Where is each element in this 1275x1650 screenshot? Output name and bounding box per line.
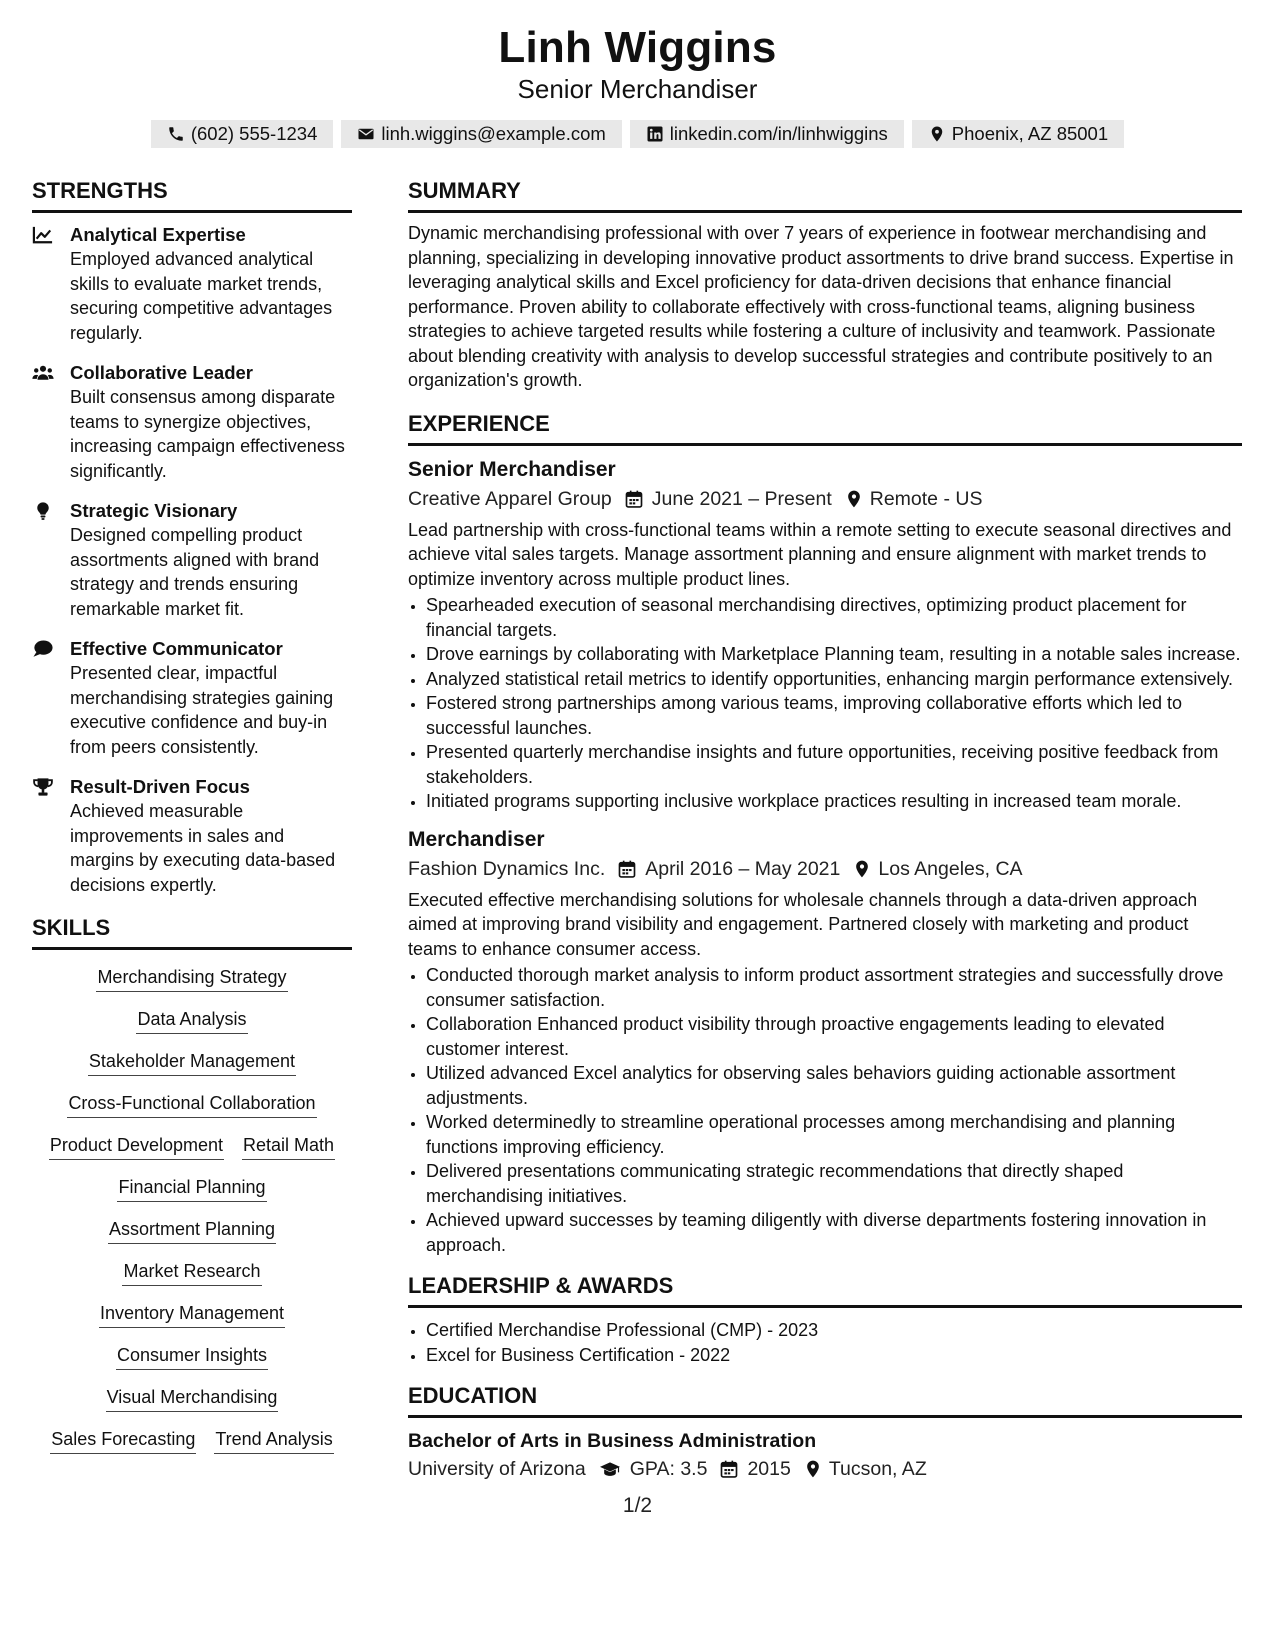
skill-tag: Retail Math (242, 1132, 335, 1160)
skill-row (32, 1258, 352, 1286)
strength-item (32, 775, 352, 897)
graduation-cap-icon (598, 1459, 622, 1479)
skill-tag: Trend Analysis (214, 1426, 333, 1454)
phone-contact[interactable] (151, 120, 334, 148)
job-bullet: • Fostered strong partnerships among various teams, improving collaborative efforts which led to successful launches. (426, 691, 1242, 740)
strengths-section (32, 176, 352, 897)
lightbulb-icon (32, 499, 70, 621)
map-pin-icon (844, 489, 864, 509)
summary-heading: SUMMARY (408, 176, 1242, 213)
skill-tag: Market Research (122, 1258, 261, 1286)
strength-item (32, 637, 352, 759)
education-heading: EDUCATION (408, 1381, 1242, 1418)
skill-row (32, 1006, 352, 1034)
strength-desc: Achieved measurable improvements in sales and margins by executing data-based decisions expertly. (70, 801, 336, 895)
skills-list (32, 960, 352, 1454)
education-meta (408, 1454, 1242, 1484)
comment-icon (32, 637, 70, 759)
calendar-icon (719, 1459, 739, 1479)
job-bullets (408, 963, 1242, 1257)
skill-row (32, 1132, 352, 1160)
strength-desc: Built consensus among disparate teams to synergize objectives, increasing campaign effectiveness significantly. (70, 387, 345, 481)
skill-row (32, 1384, 352, 1412)
phone-text: (602) 555-1234 (190, 123, 318, 144)
linkedin-icon (646, 125, 664, 143)
company-name: Creative Apparel Group (408, 487, 612, 510)
location-text: Phoenix, AZ 85001 (951, 123, 1109, 144)
job-description: Lead partnership with cross-functional teams within a remote setting to execute seasonal directives and achieve vital sales targets. Manage assortment planning and ensure alignment with market trends to optimize inventory across multiple product lines. (408, 519, 1232, 589)
right-column (408, 176, 1242, 1498)
strength-desc: Designed compelling product assortments aligned with brand strategy and trends ensuring remarkable market fit. (70, 525, 320, 619)
job-bullet: • Initiated programs supporting inclusive workplace practices resulting in increased team morale. (426, 789, 1242, 814)
job-location: Los Angeles, CA (878, 857, 1023, 880)
job-bullet: • Worked determinedly to streamline operational processes among merchandising and planning functions improving efficiency. (426, 1110, 1242, 1159)
summary-section (408, 176, 1242, 393)
job-description: Executed effective merchandising solutions for wholesale channels through a data-driven approach aimed at improving brand visibility and engagement. Partnered closely with marketing and product teams to enhance consumer access. (408, 889, 1198, 959)
job-title: Senior Merchandiser (408, 457, 616, 481)
strength-title: Analytical Expertise (70, 224, 246, 245)
candidate-title: Senior Merchandiser (517, 74, 758, 104)
page-number: 1/2 (622, 1494, 653, 1517)
contact-bar (0, 120, 1275, 148)
award-item: • Certified Merchandise Professional (CMP) - 2023 (426, 1318, 1242, 1343)
map-pin-icon (852, 859, 872, 879)
email-text: linh.wiggins@example.com (381, 123, 606, 144)
job-bullet: • Conducted thorough market analysis to inform product assortment strategies and successfully drove consumer satisfaction. (426, 963, 1242, 1012)
company-name: Fashion Dynamics Inc. (408, 857, 606, 880)
envelope-icon (357, 125, 375, 143)
skill-row (32, 1174, 352, 1202)
strengths-heading: STRENGTHS (32, 176, 352, 213)
job-entry (408, 826, 1242, 1258)
strength-desc: Employed advanced analytical skills to evaluate market trends, securing competitive advantages regularly. (70, 249, 333, 343)
job-meta (408, 484, 1242, 514)
skill-tag: Inventory Management (99, 1300, 285, 1328)
chart-line-icon (32, 223, 70, 345)
skill-tag: Product Development (49, 1132, 224, 1160)
job-bullet: • Spearheaded execution of seasonal merchandising directives, optimizing product placement for financial targets. (426, 593, 1242, 642)
skill-tag: Merchandising Strategy (96, 964, 287, 992)
strength-item (32, 223, 352, 345)
map-pin-icon (803, 1459, 823, 1479)
job-meta (408, 854, 1242, 884)
school-name: University of Arizona (408, 1458, 586, 1480)
job-bullet: • Analyzed statistical retail metrics to identify opportunities, enhancing margin performance extensively. (426, 667, 1242, 692)
location-contact (912, 120, 1124, 148)
linkedin-contact[interactable] (630, 120, 904, 148)
awards-heading: LEADERSHIP & AWARDS (408, 1271, 1242, 1308)
job-location: Remote - US (869, 487, 983, 510)
job-bullet: • Collaboration Enhanced product visibility through proactive engagements leading to elevated customer interest. (426, 1012, 1242, 1061)
job-dates: April 2016 – May 2021 (645, 857, 841, 880)
email-contact[interactable] (341, 120, 621, 148)
awards-section (408, 1271, 1242, 1367)
skill-row (32, 1426, 352, 1454)
skill-tag: Cross-Functional Collaboration (67, 1090, 316, 1118)
strength-title: Strategic Visionary (70, 500, 238, 521)
skill-row (32, 1342, 352, 1370)
skill-tag: Consumer Insights (116, 1342, 268, 1370)
skill-row (32, 1090, 352, 1118)
strength-title: Result-Driven Focus (70, 776, 250, 797)
strength-desc: Presented clear, impactful merchandising strategies gaining executive confidence and buy-in from peers consistently. (70, 663, 334, 757)
job-dates: June 2021 – Present (651, 487, 832, 510)
job-bullets (408, 593, 1242, 814)
skill-row (32, 1216, 352, 1244)
left-column (32, 176, 352, 1468)
skill-tag: Sales Forecasting (50, 1426, 196, 1454)
summary-text: Dynamic merchandising professional with over 7 years of experience in footwear merchandising and planning, specializing in developing innovative product assortments to drive brand success. Expertise in leveraging analytical skills and Excel proficiency for data-driven decisions that enhance financial performance. Proven ability to collaborate effectively with cross-functional teams, aligning business strategies to achieve targeted results while fostering a culture of inclusivity and teamwork. Passionate about blending creativity with analysis to develop successful strategies and contribute positively to an organization's growth. (408, 223, 1234, 390)
graduation-year: 2015 (747, 1458, 791, 1480)
job-bullet: • Achieved upward successes by teaming diligently with diverse departments fostering innovation in approach. (426, 1208, 1242, 1257)
education-location: Tucson, AZ (828, 1458, 927, 1480)
phone-icon (167, 125, 185, 143)
award-item: • Excel for Business Certification - 2022 (426, 1343, 1242, 1368)
strength-title: Effective Communicator (70, 638, 283, 659)
users-icon (32, 361, 70, 483)
skill-tag: Assortment Planning (108, 1216, 276, 1244)
skill-tag: Data Analysis (136, 1006, 247, 1034)
skill-tag: Financial Planning (117, 1174, 266, 1202)
skills-heading: SKILLS (32, 913, 352, 950)
job-title: Merchandiser (408, 827, 545, 851)
trophy-icon (32, 775, 70, 897)
resume-header (0, 22, 1275, 148)
calendar-icon (617, 859, 637, 879)
job-bullet: • Presented quarterly merchandise insights and future opportunities, receiving positive feedback from stakeholders. (426, 740, 1242, 789)
gpa-text: GPA: 3.5 (629, 1458, 708, 1480)
map-pin-icon (928, 125, 946, 143)
experience-heading: EXPERIENCE (408, 409, 1242, 446)
strength-item (32, 361, 352, 483)
skill-tag: Stakeholder Management (88, 1048, 296, 1076)
experience-section (408, 409, 1242, 1258)
job-bullet: • Delivered presentations communicating strategic recommendations that directly shaped merchandising initiatives. (426, 1159, 1242, 1208)
linkedin-text: linkedin.com/in/linhwiggins (669, 123, 888, 144)
education-section (408, 1381, 1242, 1484)
calendar-icon (624, 489, 644, 509)
skills-section (32, 913, 352, 1454)
skill-row (32, 1300, 352, 1328)
awards-list (408, 1318, 1242, 1367)
strength-item (32, 499, 352, 621)
candidate-name: Linh Wiggins (498, 23, 777, 72)
job-bullet: • Drove earnings by collaborating with Marketplace Planning team, resulting in a notable sales increase. (426, 642, 1242, 667)
skill-row (32, 964, 352, 992)
skill-tag: Visual Merchandising (106, 1384, 279, 1412)
skill-row (32, 1048, 352, 1076)
job-bullet: • Utilized advanced Excel analytics for observing sales behaviors guiding actionable assortment adjustments. (426, 1061, 1242, 1110)
degree-title: Bachelor of Arts in Business Administration (408, 1430, 817, 1452)
strength-title: Collaborative Leader (70, 362, 254, 383)
job-entry (408, 456, 1242, 814)
